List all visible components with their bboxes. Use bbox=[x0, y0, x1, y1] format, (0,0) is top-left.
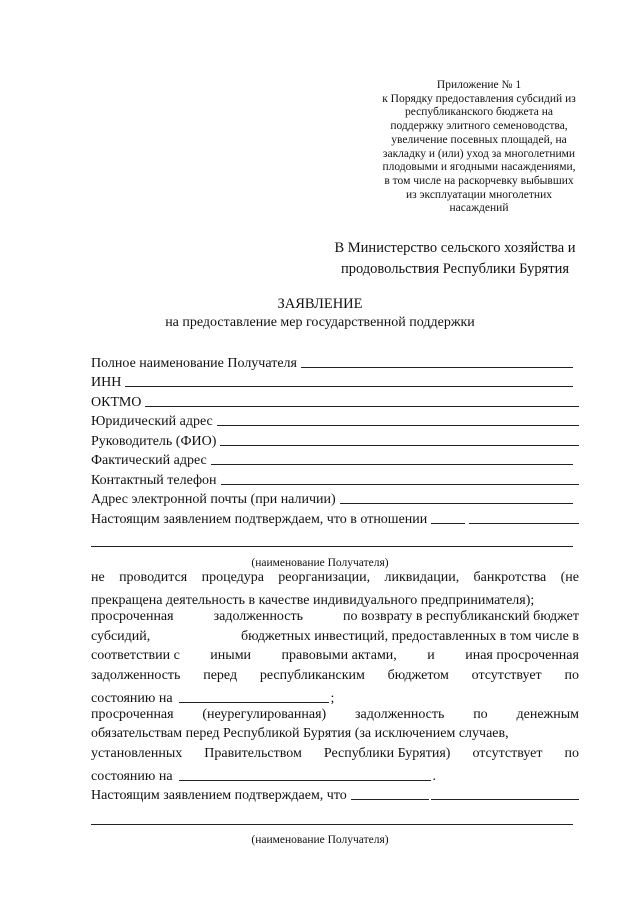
field-oktmo[interactable] bbox=[91, 391, 579, 411]
appendix-line: насаждений bbox=[449, 202, 509, 215]
word: банкротства bbox=[473, 570, 547, 585]
field-label: Контактный телефон bbox=[91, 472, 217, 488]
word: и bbox=[427, 648, 435, 663]
word: задолженность bbox=[91, 667, 181, 683]
statement-line-date bbox=[91, 765, 579, 785]
word: не bbox=[91, 570, 105, 585]
word: перед bbox=[203, 667, 238, 683]
appendix-line: Приложение № 1 bbox=[436, 79, 522, 91]
word: отсутствует bbox=[471, 667, 542, 683]
field-label: Руководитель (ФИО) bbox=[91, 433, 217, 449]
word: по bbox=[564, 667, 579, 683]
addressee-block bbox=[300, 238, 610, 280]
word: просроченная bbox=[91, 706, 174, 722]
statement-text: ; bbox=[330, 690, 335, 706]
field-actual-address[interactable] bbox=[91, 450, 579, 470]
word: Республики Бурятия) bbox=[323, 745, 451, 761]
field-phone[interactable] bbox=[91, 469, 579, 489]
input-line[interactable] bbox=[145, 406, 579, 407]
word: бюджетных инвестиций, предоставленных в том числе в bbox=[240, 628, 579, 644]
statement-line-date bbox=[91, 687, 579, 707]
word: субсидий, bbox=[91, 628, 151, 644]
word: бюджетом bbox=[387, 667, 449, 683]
statement-line bbox=[91, 629, 579, 649]
word: по bbox=[473, 706, 488, 722]
field-label: ОКТМО bbox=[91, 394, 142, 410]
date-input-line[interactable] bbox=[179, 780, 431, 781]
word: задолженность bbox=[354, 706, 445, 722]
word: Правительством bbox=[204, 745, 302, 761]
appendix-line: увеличение посевных площадей, на bbox=[391, 133, 567, 146]
input-line[interactable] bbox=[431, 799, 579, 800]
addressee-line: В Министерство сельского хозяйства и bbox=[334, 240, 576, 256]
addressee-line: продовольствия Республики Бурятия bbox=[340, 261, 570, 277]
statement-text: . bbox=[432, 768, 437, 784]
appendix-line: из эксплуатации многолетних bbox=[406, 188, 552, 201]
input-line[interactable] bbox=[301, 367, 573, 368]
statement-text: состоянию на bbox=[91, 690, 173, 706]
word: установленных bbox=[91, 745, 183, 761]
applicant-form bbox=[91, 352, 579, 547]
word: правовыми актами, bbox=[281, 648, 397, 663]
word: по bbox=[564, 745, 579, 761]
field-label: Юридический адрес bbox=[91, 414, 213, 429]
statement-line bbox=[91, 648, 579, 668]
input-line[interactable] bbox=[469, 523, 579, 524]
input-line[interactable] bbox=[431, 523, 465, 524]
document-title: ЗАЯВЛЕНИЕ bbox=[277, 296, 363, 312]
appendix-line: в том числе на раскорчевку выбывших bbox=[384, 174, 574, 187]
word: (неурегулированная) bbox=[202, 706, 327, 722]
statement-line bbox=[91, 668, 579, 688]
caption-recipient-name: (наименование Получателя) bbox=[251, 834, 389, 846]
field-head[interactable] bbox=[91, 430, 579, 450]
word: проводится bbox=[119, 570, 188, 585]
statement-line bbox=[91, 707, 579, 727]
field-confirm-intro[interactable] bbox=[91, 508, 579, 528]
statement-text: состоянию на bbox=[91, 768, 173, 784]
input-line[interactable] bbox=[125, 386, 573, 387]
field-label: Полное наименование Получателя bbox=[91, 355, 297, 371]
appendix-line: поддержку элитного семеноводства, bbox=[390, 120, 568, 133]
caption-recipient-name: (наименование Получателя) bbox=[251, 557, 389, 569]
input-line[interactable] bbox=[351, 799, 429, 800]
appendix-line: к Порядку предоставления субсидий из bbox=[382, 92, 576, 105]
date-input-line[interactable] bbox=[179, 702, 329, 703]
field-label: Фактический адрес bbox=[91, 453, 207, 468]
field-legal-address[interactable] bbox=[91, 411, 579, 431]
field-confirm2[interactable] bbox=[91, 785, 579, 805]
word: процедура bbox=[201, 570, 264, 585]
statement-line bbox=[91, 570, 579, 590]
word: (не bbox=[560, 570, 579, 585]
word: денежным bbox=[516, 706, 579, 722]
word: по возврату в республиканский бюджет bbox=[342, 609, 579, 624]
appendix-line: плодовыми и ягодными насаждениями, bbox=[382, 161, 576, 174]
word: реорганизации, bbox=[278, 570, 371, 585]
statement-line bbox=[91, 746, 579, 766]
word: иными bbox=[210, 648, 252, 663]
field-label: ИНН bbox=[91, 375, 122, 390]
field-label: Настоящим заявлением подтверждаем, что bbox=[91, 788, 347, 803]
word: задолженность bbox=[213, 609, 303, 624]
word: просроченная bbox=[91, 609, 174, 624]
input-line[interactable] bbox=[220, 445, 579, 446]
recipient-name-line[interactable] bbox=[91, 528, 573, 547]
word: ликвидации, bbox=[384, 570, 460, 585]
word: обязательствам перед Республикой Бурятия (за исключением случаев, bbox=[91, 726, 509, 741]
field-inn[interactable] bbox=[91, 372, 579, 392]
field-label: Настоящим заявлением подтверждаем, что в отношении bbox=[91, 511, 428, 527]
field-full-name[interactable] bbox=[91, 352, 579, 372]
word: отсутствует bbox=[472, 745, 543, 761]
input-line[interactable] bbox=[340, 503, 573, 504]
statement-line bbox=[91, 609, 579, 629]
statements-block bbox=[91, 570, 579, 825]
word: иная просроченная bbox=[465, 648, 579, 663]
input-line[interactable] bbox=[211, 464, 573, 465]
statement-line bbox=[91, 726, 579, 746]
recipient-name-line[interactable] bbox=[91, 804, 573, 825]
appendix-line: закладку и (или) уход за многолетними bbox=[382, 147, 576, 160]
appendix-line: республиканского бюджета на bbox=[404, 106, 554, 119]
field-email[interactable] bbox=[91, 489, 579, 509]
input-line[interactable] bbox=[217, 425, 579, 426]
input-line[interactable] bbox=[221, 484, 579, 485]
appendix-note bbox=[364, 79, 594, 216]
field-label: Адрес электронной почты (при наличии) bbox=[91, 492, 336, 507]
document-subtitle: на предоставление мер государственной поддержки bbox=[165, 315, 475, 330]
statement-line bbox=[91, 590, 579, 610]
word: соответствии с bbox=[91, 648, 180, 663]
word: республиканским bbox=[259, 667, 365, 683]
statement-text: прекращена деятельность в качестве индивидуального предпринимателя); bbox=[91, 593, 535, 608]
